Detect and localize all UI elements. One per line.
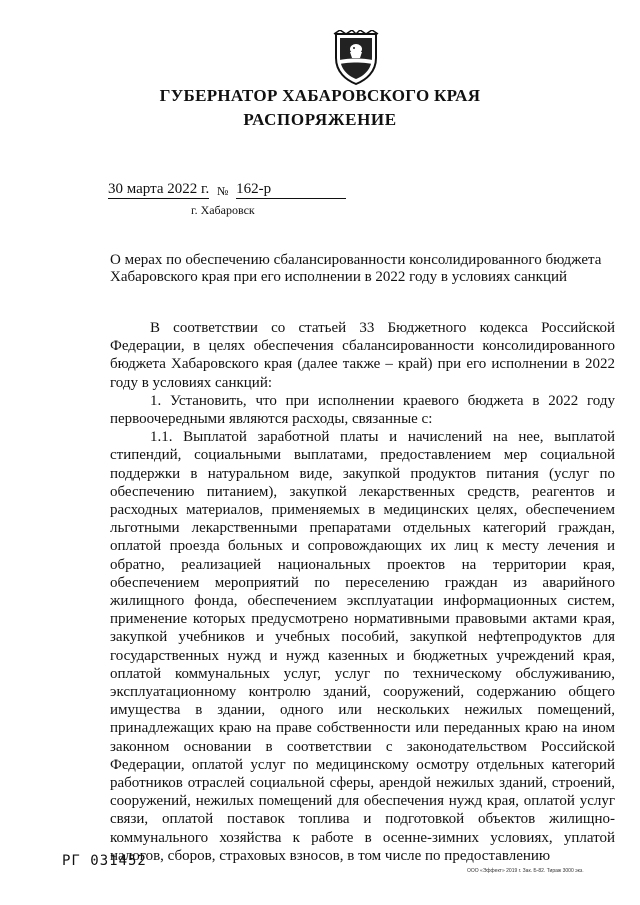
- printer-imprint: ООО «Эффект» 2019 г. Зак. Б-82. Тираж 3000 экз.: [467, 868, 584, 874]
- document-date-line: [108, 181, 346, 199]
- document-city: г. Хабаровск: [191, 203, 255, 217]
- serial-number: РГ 031452: [62, 853, 147, 869]
- coat-of-arms-icon: [330, 30, 382, 86]
- document-type: РАСПОРЯЖЕНИЕ: [243, 110, 397, 129]
- paragraph: В соответствии со статьей 33 Бюджетного кодекса Российской Федерации, в целях обеспечения сбалансированности консолидированного бюджета Хабаровского края (далее также – край) при его исполнении в 2022 году в условиях санкций:: [110, 320, 615, 391]
- paragraph: 1.1. Выплатой заработной платы и начислений на нее, выплатой стипендий, социальными выплатами, предоставлением мер социальной поддержки в натуральном виде, закупкой продуктов питания (услуг по обеспечению питанием), закупкой лекарственных средств, реагентов и расходных материалов, применяемых в медицинских целях, обеспечением льготными лекарственными препаратами отдельных категорий граждан, оплатой проезда больных и сопровождающих их лиц к месту лечения и обратно, реализацией национальных проектов на территории края, обеспечением мероприятий по переселению граждан из аварийного жилищного фонда, обеспечением эксплуатации информационных систем, применение которых предусмотрено нормативными правовыми актами края, закупкой учебников и учебных пособий, закупкой нефтепродуктов для государственных нужд и нужд казенных и бюджетных учреждений края, оплатой коммунальных услуг, услуг по техническому обслуживанию, эксплуатационному контролю зданий, сооружений, содержанию общего имущества в здании, одного или нескольких нежилых помещений, принадлежащих краю на праве собственности или переданных краю на ином законном основании в соответствии с законодательством Российской Федерации, оплатой услуг по медицинскому осмотру отдельных категорий работников отраслей социальной сферы, арендой нежилых зданий, строений, сооружений, нежилых помещений для обеспечения нужд края, оплатой услуг связи, оплатой поставок топлива и подготовкой объектов жилищно-коммунального хозяйства к работе в осенне-зимних условиях, уплатой налогов, сборов, страховых взносов, в том числе по предоставлению: [110, 429, 615, 864]
- paragraph: 1. Установить, что при исполнении краевого бюджета в 2022 году первоочередными являются расходы, связанные с:: [110, 392, 615, 428]
- document-subject: О мерах по обеспечению сбалансированности консолидированного бюджета Хабаровского края при его исполнении в 2022 году в условиях санкций: [110, 252, 602, 285]
- document-number: 162-р: [236, 181, 346, 199]
- number-label: №: [216, 184, 229, 198]
- document-date: 30 марта 2022 г.: [108, 181, 210, 197]
- issuer-title: ГУБЕРНАТОР ХАБАРОВСКОГО КРАЯ: [159, 86, 481, 105]
- document-body: [110, 319, 615, 865]
